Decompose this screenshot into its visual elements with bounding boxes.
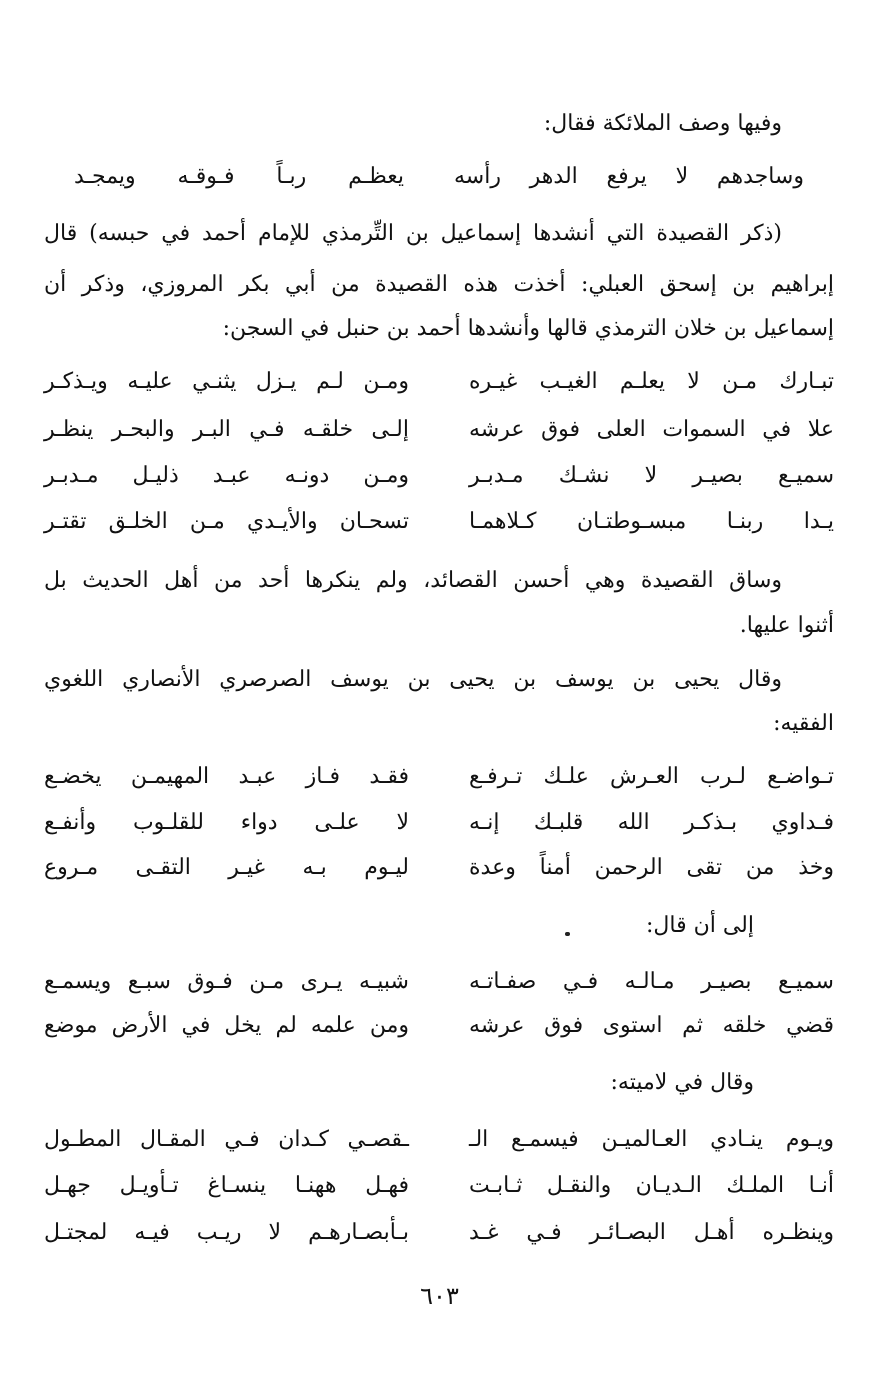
text-line: أثنوا عليها.: [739, 613, 834, 638]
verse-second-hemistich: تسحـان والأيـدي مـن الخلـق تقتـر: [44, 509, 409, 534]
verse-second-hemistich: فقـد فـاز عبـد المهيمـن يخضـع: [44, 764, 409, 789]
verse-first-hemistich: قضي خلقه ثم استوى فوق عرشه: [469, 1013, 834, 1038]
verse-second-hemistich: يعظـم ربـاً فـوقـه ويمجـد: [74, 164, 404, 189]
verse-first-hemistich: يـدا ربنـا مبسـوطتـان كـلاهمـا: [469, 509, 834, 534]
verse-line: [44, 848, 834, 888]
verse-first-hemistich: وساجدهم لا يرفع الدهر رأسه: [454, 164, 804, 189]
verse-line: [44, 1166, 834, 1206]
verse-first-hemistich: تبـارك مـن لا يعلـم الغيـب غيـره: [469, 369, 834, 394]
verse-second-hemistich: فهـل ههنـا ينسـاغ تـأويـل جهـل: [44, 1173, 409, 1198]
verse-second-hemistich: بـأبصـارهـم لا ريـب فيـه لمجتـل: [44, 1220, 409, 1245]
verse-first-hemistich: تـواضـع لـرب العـرش علـك تـرفـع: [469, 764, 834, 789]
verse-second-hemistich: ومـن لـم يـزل يثنـي عليـه ويـذكـر: [44, 369, 409, 394]
verse-second-hemistich: شبيـه يـرى مـن فـوق سبـع ويسمـع: [44, 969, 409, 994]
verse-second-hemistich: ـقصـي كـدان فـي المقـال المطـول: [44, 1127, 409, 1152]
verse-second-hemistich: ومـن دونـه عبـد ذليـل مـدبـر: [44, 463, 409, 488]
text-line: وقال في لاميته:: [610, 1070, 754, 1095]
verse-line: [44, 502, 834, 542]
verse-line: [44, 456, 834, 496]
text-block: [44, 0, 834, 1384]
text-line: إلى أن قال:: [645, 913, 754, 938]
text-line: وفيها وصف الملائكة فقال:: [543, 111, 782, 136]
verse-line: [44, 962, 834, 1002]
verse-first-hemistich: علا في السموات العلى فوق عرشه: [469, 417, 834, 442]
verse-first-hemistich: سميـع بصيـر مـالـه فـي صفـاتـه: [469, 969, 834, 994]
verse-line: [44, 1120, 834, 1160]
verse-second-hemistich: ومن علمه لم يخل في الأرض موضع: [44, 1013, 409, 1038]
verse-line: [44, 757, 834, 797]
text-line: إسماعيل بن خلان الترمذي قالها وأنشدها أحمد بن حنبل في السجن:: [222, 316, 834, 341]
verse-line: [44, 362, 834, 402]
verse-first-hemistich: وخذ من تقى الرحمن أمناً وعدة: [469, 855, 834, 880]
verse-line: [44, 1213, 834, 1253]
verse-first-hemistich: وينظـره أهـل البصـائـر فـي غـد: [469, 1220, 834, 1245]
scan-speck: [565, 932, 570, 936]
verse-second-hemistich: إلـى خلقـه فـي البـر والبحـر ينظـر: [44, 417, 409, 442]
text-line: وساق القصيدة وهي أحسن القصائد، ولم ينكرها أحد من أهل الحديث بل: [44, 568, 782, 593]
verse-second-hemistich: ليـوم بـه غيـر التقـى مـروع: [44, 855, 409, 880]
verse-line: [44, 157, 834, 197]
verse-line: [44, 1006, 834, 1046]
verse-first-hemistich: أنـا الملـك الـديـان والنقـل ثـابـت: [469, 1173, 834, 1198]
text-line: إبراهيم بن إسحق العبلي: أخذت هذه القصيدة من أبي بكر المروزي، وذكر أن: [44, 272, 834, 297]
text-line: وقال يحيى بن يوسف بن يحيى بن يوسف الصرصري الأنصاري اللغوي: [44, 667, 782, 692]
verse-line: [44, 803, 834, 843]
verse-first-hemistich: سميـع بصيـر لا نشـك مـدبـر: [469, 463, 834, 488]
text-line: الفقيه:: [773, 711, 834, 736]
verse-second-hemistich: لا علـى دواء للقلـوب وأنفـع: [44, 810, 409, 835]
verse-line: [44, 410, 834, 450]
text-line: (ذكر القصيدة التي أنشدها إسماعيل بن التِّرمذي للإمام أحمد في حبسه) قال: [44, 221, 782, 246]
verse-first-hemistich: فـداوي بـذكـر الله قلبـك إنـه: [469, 810, 834, 835]
page-number: ٦٠٣: [420, 1282, 459, 1310]
verse-first-hemistich: ويـوم ينـادي العـالميـن فيسمـع الـ: [469, 1127, 834, 1152]
